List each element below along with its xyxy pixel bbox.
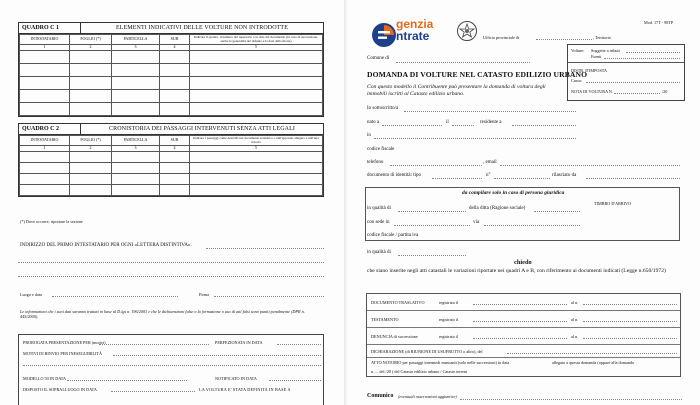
col-number: 1 <box>20 146 70 152</box>
comunico-note: (eventuali osservazioni aggiuntive) <box>398 394 457 399</box>
col-particella: PARTICELLA <box>112 35 160 45</box>
nota-label: NOTA DI VOLTURA N. <box>571 89 614 94</box>
notificato-label: NOTIFICATO IN DATA <box>215 376 257 381</box>
email-field[interactable] <box>500 165 680 166</box>
documento-tipo-field[interactable] <box>432 178 482 179</box>
qualita-field[interactable] <box>398 211 466 212</box>
dichiarazione-field[interactable] <box>507 353 677 354</box>
table-row <box>20 64 323 77</box>
col-number: 1 <box>20 45 70 51</box>
input-cell[interactable] <box>160 152 190 163</box>
table-row <box>20 163 323 174</box>
footnote: (*) Dove occorre, riportare la sezione <box>20 219 83 224</box>
input-cell[interactable] <box>160 77 190 90</box>
doc-row-traslativo <box>367 294 680 311</box>
col-intestatario: INTESTATARIO <box>20 35 70 45</box>
table-row <box>20 185 323 196</box>
doc-row-testamento <box>367 311 680 328</box>
address-label: INDIRIZZO DEL PRIMO INTESTATARIO PER OGNI «LETTERA DISTINTIVA»: <box>20 243 192 248</box>
sede-label: con sede in <box>367 220 390 225</box>
input-cell[interactable] <box>70 64 112 77</box>
quadro-c1 <box>18 22 324 117</box>
doc-reg-field[interactable] <box>473 338 567 339</box>
col-number: 4 <box>160 45 190 51</box>
disposto-label: DISPOSTO IL SOPRALLUOGO IN DATA <box>23 387 97 392</box>
comunico-field[interactable] <box>460 399 682 400</box>
quadro-c2-title: CRONISTORIA DEI PASSAGGI INTERVENUTI SENZA ATTI LEGALI <box>109 126 295 132</box>
col-indicare: Indicare il quadro, il numero del repertorio o la data del documento (in caso di successione, anche le generalità del defunto e la data della morte) <box>190 35 323 45</box>
numero-field[interactable] <box>494 178 550 179</box>
qualita2-field[interactable] <box>398 255 466 256</box>
form-code: Mod. 17T - 98TP <box>644 20 674 25</box>
input-cell[interactable] <box>112 185 160 196</box>
telefono-label: telefono <box>367 160 384 165</box>
residente-label: residente a <box>480 120 502 125</box>
doc-label: ATTO NOTORIO per passaggi intermedi mancanti (solo nelle successioni) in data <box>371 360 510 365</box>
input-cell[interactable] <box>112 90 160 103</box>
input-cell[interactable] <box>112 152 160 163</box>
firma-field[interactable] <box>214 296 324 297</box>
ufficio-label: Ufficio provinciale di <box>483 35 520 40</box>
agenzia-entrate-logo-icon <box>371 22 397 48</box>
input-cell[interactable] <box>20 64 70 77</box>
disposto-field[interactable] <box>111 391 195 392</box>
quadro-c2 <box>18 123 324 197</box>
rilasciato-label: rilasciato da <box>552 173 577 178</box>
comunico-label: Comunico <box>367 393 394 399</box>
quadro-c2-table <box>19 135 323 196</box>
input-cell[interactable] <box>160 51 190 64</box>
qualita-label: in qualità di <box>367 206 391 211</box>
quadro-c2-label: QUADRO C 2 <box>19 124 81 134</box>
rilasciato-field[interactable] <box>586 178 680 179</box>
input-cell[interactable] <box>190 185 323 196</box>
comune-label: Comune di <box>367 56 390 61</box>
il-label: il <box>446 120 449 125</box>
nato-label: nato a <box>367 120 380 125</box>
input-cell[interactable] <box>112 174 160 185</box>
input-cell[interactable] <box>190 103 323 116</box>
input-cell[interactable] <box>70 163 112 174</box>
input-cell[interactable] <box>112 77 160 90</box>
luogo-label: Luogo e data <box>20 292 42 297</box>
distr-label: DISTR. D'IMPOSTA <box>571 68 608 73</box>
input-cell[interactable] <box>190 90 323 103</box>
doc-row-atto-notorio <box>367 358 680 378</box>
input-cell[interactable] <box>160 90 190 103</box>
doc-al: al n. <box>571 334 579 339</box>
documento-label: documento di identità: tipo <box>367 173 422 178</box>
territorio-label: , Territorio <box>593 35 612 40</box>
input-cell[interactable] <box>190 163 323 174</box>
doc-reg: registrata il <box>439 334 458 339</box>
republic-emblem-icon <box>456 20 478 42</box>
ufficio-field[interactable] <box>536 39 592 40</box>
left-page <box>0 0 346 405</box>
ditta-field[interactable] <box>534 211 580 212</box>
input-cell[interactable] <box>160 64 190 77</box>
chiedo-title: chiedo <box>514 259 532 266</box>
privacy-text: Le informazioni che i suoi dati saranno trattati in base al D.lgs n. 196/2003 e che le dichiarazioni false o la formazione o uso di atti falsi sono puniti penalmente (DPR n. 445/2000). <box>20 309 305 319</box>
doc-reg-field[interactable] <box>473 321 567 322</box>
firma-label: Firma <box>199 292 210 297</box>
quadro-c1-table <box>19 34 323 116</box>
quadro-c2-header <box>19 124 323 135</box>
input-cell[interactable] <box>20 152 70 163</box>
ditta-label: della ditta (Ragione sociale) <box>469 206 526 211</box>
col-indicare: Indicare i passaggi come descritti nel documento traslativo o nell'apposito allegato a nell'atto notorio <box>190 136 323 146</box>
sede-field[interactable] <box>394 225 470 226</box>
perfezionata-label: PERFEZIONATA IN DATA <box>215 340 263 345</box>
doc-label: DOCUMENTO TRASLATIVO <box>371 300 425 305</box>
sottoscritto-label: Io sottoscritto/a <box>367 106 399 111</box>
logo-line-2: ntrate <box>396 29 430 43</box>
col-number: 2 <box>70 45 112 51</box>
input-cell[interactable] <box>70 51 112 64</box>
input-cell[interactable] <box>70 174 112 185</box>
col-number: 3 <box>112 45 160 51</box>
input-cell[interactable] <box>20 51 70 64</box>
nato-field[interactable] <box>382 125 442 126</box>
input-cell[interactable] <box>160 103 190 116</box>
telefono-field[interactable] <box>390 165 482 166</box>
col-foglio: FOGLIO (*) <box>70 35 112 45</box>
doc-al: al n. <box>571 300 579 305</box>
input-cell[interactable] <box>160 185 190 196</box>
table-row <box>20 152 323 163</box>
in-label: in <box>367 133 371 138</box>
table-row <box>20 77 323 90</box>
giuridica-title: da compilare solo in caso di persona giuridica <box>462 190 565 196</box>
modello-label: MODELLO 50 IN DATA <box>23 376 67 381</box>
cassa-label: Cassa: <box>571 78 582 83</box>
numero-label: n° <box>486 173 491 178</box>
col-foglio: FOGLIO (*) <box>70 136 112 146</box>
doc-reg: registrato il <box>439 300 459 305</box>
quadro-c1-header <box>19 23 323 34</box>
residente-field[interactable] <box>512 125 576 126</box>
input-cell[interactable] <box>190 64 323 77</box>
voltura-label: LA VOLTURA E' STATA DEFINITA IN BASE A <box>199 387 291 392</box>
office-box <box>18 334 324 405</box>
col-number: 3 <box>112 146 160 152</box>
qualita2-label: in qualità di <box>367 250 391 255</box>
input-cell[interactable] <box>70 185 112 196</box>
col-particella: PARTICELLA <box>112 136 160 146</box>
address-line-3[interactable] <box>18 276 324 277</box>
col-intestatario: INTESTATARIO <box>20 136 70 146</box>
proroga-field[interactable] <box>99 344 209 345</box>
comune-field[interactable] <box>396 62 530 63</box>
address-line-2[interactable] <box>18 262 324 263</box>
input-cell[interactable] <box>20 103 70 116</box>
col-number: 5 <box>190 45 323 51</box>
input-cell[interactable] <box>20 90 70 103</box>
nota-field[interactable] <box>614 93 660 94</box>
input-cell[interactable] <box>20 163 70 174</box>
input-cell[interactable] <box>160 174 190 185</box>
doc-al-field[interactable] <box>583 321 677 322</box>
chiedo-text: che siano inserite negli atti catastali le variazioni riportate nei quadri A e B, con riferimento ai documenti indicati (Legge n.650/1972) <box>367 268 666 274</box>
table-row <box>20 90 323 103</box>
doc-row-successione <box>367 328 680 345</box>
motivi-line-2[interactable] <box>23 365 321 366</box>
col-number: 5 <box>190 146 323 152</box>
input-cell[interactable] <box>112 163 160 174</box>
address-field[interactable] <box>206 248 324 249</box>
soggette-label: Soggette a tributi <box>591 48 620 53</box>
doc-al: al n. <box>571 317 579 322</box>
via-field[interactable] <box>484 225 580 226</box>
input-cell[interactable] <box>70 152 112 163</box>
input-cell[interactable] <box>112 64 160 77</box>
documents-table <box>366 293 681 377</box>
doc-al-field[interactable] <box>583 304 677 305</box>
volture-label: Volture: <box>571 48 585 53</box>
box-divider <box>568 62 684 63</box>
codice-fiscale-label: codice fiscale <box>367 147 395 152</box>
motivi-label: MOTIVI DI RINVIO PER INESEGUIBILITÀ <box>23 351 103 356</box>
col-number: 2 <box>70 146 112 152</box>
input-cell[interactable] <box>20 174 70 185</box>
esenti-label: Esenti <box>591 54 602 59</box>
doc-reg-field[interactable] <box>473 304 567 305</box>
agenzia-entrate-logo <box>396 18 433 42</box>
input-cell[interactable] <box>112 51 160 64</box>
table-row <box>20 174 323 185</box>
soggette-field[interactable] <box>626 52 680 53</box>
doc-label: DENUNCIA di successione <box>371 334 418 339</box>
input-cell[interactable] <box>190 77 323 90</box>
table-row <box>20 51 323 64</box>
input-cell[interactable] <box>20 185 70 196</box>
doc-label: TESTAMENTO <box>371 317 399 322</box>
input-cell[interactable] <box>70 90 112 103</box>
cf-piva-label: codice fiscale / partita iva <box>367 233 419 238</box>
email-label: , email <box>483 160 497 165</box>
motivi-field[interactable] <box>113 355 321 356</box>
il-field[interactable] <box>452 125 474 126</box>
input-cell[interactable] <box>70 77 112 90</box>
input-cell[interactable] <box>190 152 323 163</box>
esenti-field[interactable] <box>604 58 680 59</box>
quadro-c1-title: ELEMENTI INDICATIVI DELLE VOLTURE NON INTRODOTTE <box>116 25 288 31</box>
luogo-field[interactable] <box>52 296 178 297</box>
input-cell[interactable] <box>160 163 190 174</box>
modello-field[interactable] <box>67 380 187 381</box>
input-cell[interactable] <box>190 51 323 64</box>
quadro-c1-label: QUADRO C 1 <box>19 23 81 33</box>
via-label: via <box>473 220 480 225</box>
nota-year: /20 <box>662 89 668 94</box>
input-cell[interactable] <box>190 174 323 185</box>
timbro-label: TIMBRO D'ARRIVO <box>594 201 632 206</box>
doc-al: n. ... del /20 ) del Catasto edilizio urbano / Catasto terreni <box>371 369 468 374</box>
col-number: 4 <box>160 146 190 152</box>
col-sub: SUB <box>160 136 190 146</box>
form-title: DOMANDA DI VOLTURE NEL CATASTO EDILIZIO URBANO <box>367 70 588 79</box>
intro-text: Con questo modello il Contribuente può presentare la domanda di voltura degli immobili iscritti al Catasto edilizio urbano. <box>367 84 546 97</box>
col-sub: SUB <box>160 35 190 45</box>
proroga-label: PROROGATA PRESENTAZIONE PER (motivi) <box>23 340 106 345</box>
doc-reg: registrato il <box>439 317 459 322</box>
doc-label: DICHIARAZIONE (di RIUNIONE DI USUFRUTTO o altro), del <box>371 349 483 354</box>
notificato-field[interactable] <box>269 380 321 381</box>
cassa-field[interactable] <box>586 82 680 83</box>
table-row <box>20 103 323 116</box>
doc-al-field[interactable] <box>583 338 677 339</box>
input-cell[interactable] <box>112 103 160 116</box>
doc-row-dichiarazione <box>367 345 680 358</box>
input-cell[interactable] <box>20 77 70 90</box>
perfezionata-field[interactable] <box>277 344 321 345</box>
doc-reg: allegato a questa domanda (oppure alla domanda <box>552 360 634 365</box>
in-field[interactable] <box>374 138 576 139</box>
logo-line-1: genzia <box>396 17 434 31</box>
sottoscritto-field[interactable] <box>404 111 576 112</box>
input-cell[interactable] <box>70 103 112 116</box>
